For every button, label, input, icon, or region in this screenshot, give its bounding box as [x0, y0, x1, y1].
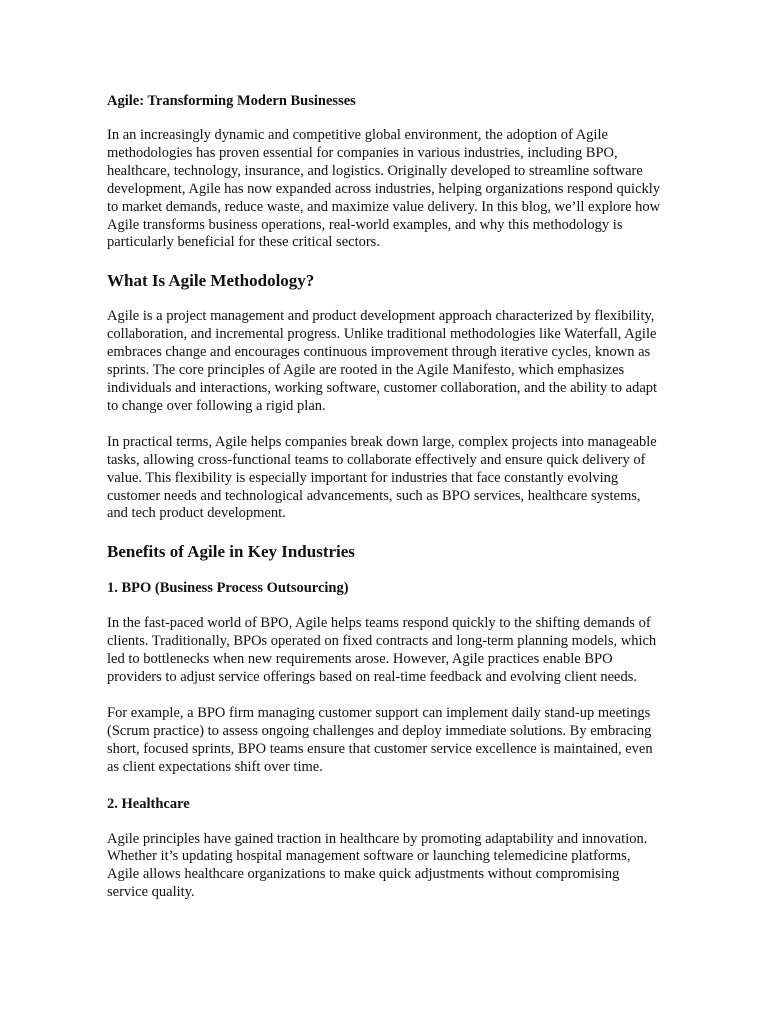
healthcare-paragraph-1: Agile principles have gained traction in healthcare by promoting adaptability and innovation. Whether it’s updating hospital management software or launching telemedicine platforms, Agile allows healthcare organizations to make quick adjustments without compromising service quality. [107, 830, 648, 901]
document-title: Agile: Transforming Modern Businesses [107, 93, 356, 109]
document-page [107, 92, 663, 920]
what-is-agile-paragraph-1: Agile is a project management and product development approach characterized by flexibility, collaboration, and incremental progress. Unlike traditional methodologies like Waterfall, Agile embraces change and encourages continuous improvement through iterative cycles, known as sprints. The core principles of Agile are rooted in the Agile Manifesto, which emphasizes individuals and interactions, working software, customer collaboration, and the ability to adapt to change over following a rigid plan. [107, 308, 658, 414]
intro-paragraph: In an increasingly dynamic and competitive global environment, the adoption of Agile methodologies has proven essential for companies in various industries, including BPO, healthcare, technology, insurance, and logistics. Originally developed to streamline software development, Agile has now expanded across industries, helping organizations respond quickly to market demands, reduce waste, and maximize value delivery. In this blog, we’ll explore how Agile transforms business operations, real-world examples, and why this methodology is particularly beneficial for these critical sectors. [107, 127, 661, 251]
section-heading-benefits: Benefits of Agile in Key Industries [107, 542, 355, 562]
what-is-agile-paragraph-2: In practical terms, Agile helps companies break down large, complex projects into manageable tasks, allowing cross-functional teams to collaborate effectively and ensure quick delivery of value. This flexibility is especially important for industries that face constantly evolving customer needs and technological advancements, such as BPO services, healthcare systems, and tech product development. [107, 433, 657, 522]
bpo-paragraph-1: In the fast-paced world of BPO, Agile helps teams respond quickly to the shifting demands of clients. Traditionally, BPOs operated on fixed contracts and long-term planning models, which led to bottlenecks when new requirements arose. However, Agile practices enable BPO providers to adjust service offerings based on real-time feedback and evolving client needs. [107, 615, 657, 686]
subheading-bpo: 1. BPO (Business Process Outsourcing) [107, 580, 349, 597]
bpo-paragraph-2: For example, a BPO firm managing customer support can implement daily stand-up meetings (Scrum practice) to assess ongoing challenges and deploy immediate solutions. By embracing short, focused sprints, BPO teams ensure that customer service excellence is maintained, even as client expectations shift over time. [107, 704, 653, 775]
subheading-healthcare: 2. Healthcare [107, 795, 190, 812]
section-heading-what-is-agile: What Is Agile Methodology? [107, 271, 315, 291]
